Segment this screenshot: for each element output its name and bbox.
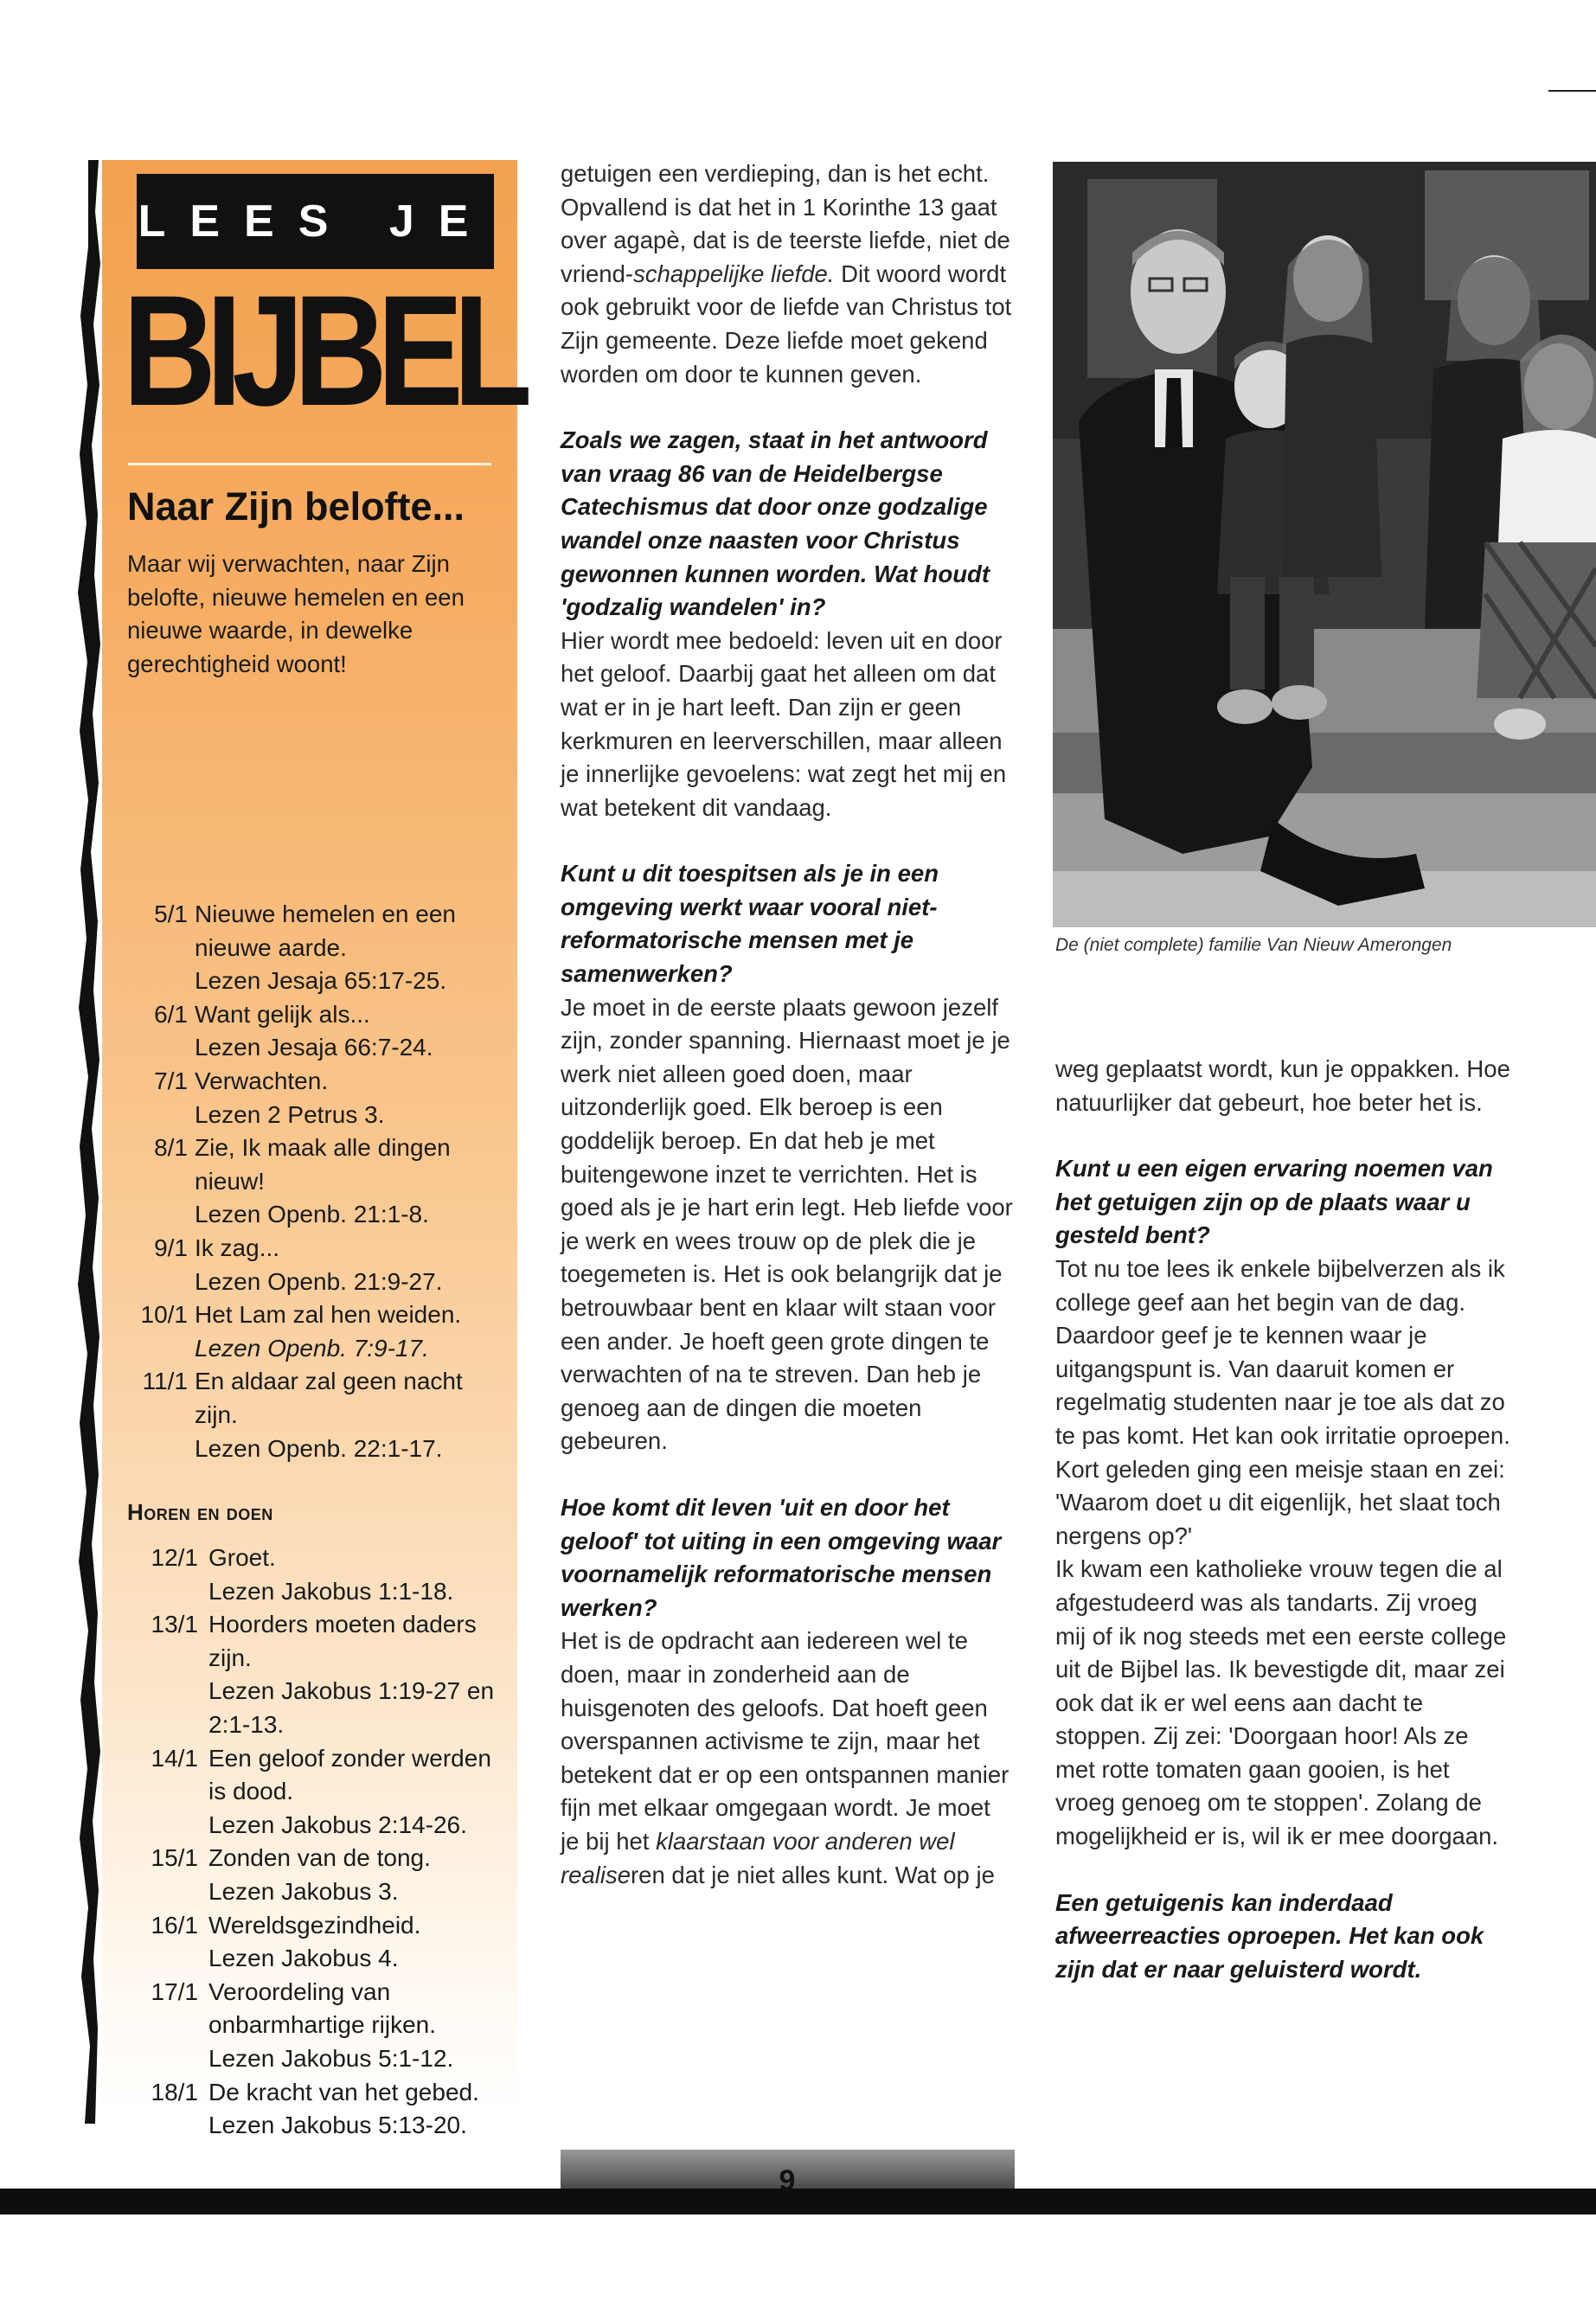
reading-entry [127, 998, 508, 1065]
article-column-right [1055, 1053, 1514, 1986]
text-run-italic: klaarstaan voor anderen wel realise [561, 1827, 955, 1888]
page-number: 9 [779, 2164, 796, 2197]
reading-title: En aldaar zal geen nacht zijn. [195, 1368, 463, 1428]
reading-date: 12/1 [151, 1544, 198, 1571]
reading-date: 11/1 [142, 1368, 188, 1395]
text-run: Het is de opdracht aan iedereen wel te doen, maar in zonderheid aan de huisgenoten des geloofs. Dat hoeft geen overspannen activisme te zijn, maar het betekent dat er op een ontspannen manier fijn met elkaar omgegaan wordt. Je moet je bij het [561, 1627, 1010, 1855]
text-run: ren dat je niet alles kunt. Wat op je [631, 1861, 995, 1888]
reading-reference: Lezen Openb. 7:9-17. [195, 1334, 429, 1362]
reading-title: Nieuwe hemelen en een nieuwe aarde. [195, 901, 456, 961]
bijbel-title: BIJBEL [123, 262, 522, 439]
bible-reading-sidebar [102, 160, 522, 2139]
interview-answer: Tot nu toe lees ik enkele bijbelverzen als ik college geef aan het begin van de dag. Daardoor geef je te kennen waar je uitgangspunt is. Van daaruit komen er regelmatig studenten naar je toe als dat zo te pas komt. Het kan ook irritatie oproepen. Kort geleden ging een meisje staan en zei: 'Waarom doet u dit eigenlijk, het slaat toch nergens op?' [1055, 1254, 1510, 1549]
reading-date: 15/1 [151, 1844, 198, 1872]
reading-title: Zonden van de tong. [208, 1844, 431, 1872]
reading-list [127, 1541, 508, 2143]
interview-question: Zoals we zagen, staat in het antwoord van vraag 86 van de Heidelbergse Catechismus dat door onze godzalige wandel onze naasten voor Christus gewonnen kunnen worden. Wat houdt 'godzalig wandelen' in? [561, 426, 990, 621]
reading-title: Verwachten. [195, 1067, 329, 1094]
reading-title: Het Lam zal hen weiden. [195, 1301, 462, 1329]
reading-entry [127, 1298, 508, 1365]
reading-entry [127, 898, 508, 998]
reading-reference: Lezen Jakobus 5:13-20. [208, 2112, 467, 2139]
reading-date: 7/1 [154, 1067, 188, 1094]
reading-entry [127, 1842, 508, 1908]
reading-entry [127, 1909, 508, 1976]
reading-entry [127, 1065, 508, 1131]
ragged-edge-decoration [69, 160, 104, 2124]
reading-date: 18/1 [151, 2078, 198, 2106]
reading-date: 10/1 [140, 1301, 188, 1329]
reading-entry [127, 1976, 508, 2076]
interview-question: Kunt u dit toespitsen als je in een omgeving werkt waar vooral niet-reformatorische mensen met je samenwerken? [561, 860, 939, 988]
reading-reference: Lezen Jakobus 4. [208, 1945, 399, 1972]
reading-date: 14/1 [151, 1744, 198, 1772]
paragraph [561, 157, 1015, 391]
reading-date: 8/1 [154, 1134, 188, 1162]
reading-entry [127, 1131, 508, 1232]
reading-entry [127, 1541, 508, 1608]
section-heading: Naar Zijn belofte... [127, 484, 465, 529]
reading-date: 13/1 [151, 1611, 198, 1638]
reading-entry [127, 1742, 508, 1843]
reading-reference: Lezen Openb. 22:1-17. [195, 1434, 443, 1462]
reading-title: Ik zag... [195, 1234, 280, 1261]
reading-reference: Lezen Jakobus 1:1-18. [208, 1577, 454, 1605]
reading-reference: Lezen Jakobus 3. [208, 1877, 399, 1905]
reading-list [127, 898, 508, 1465]
reading-entry [127, 1232, 508, 1298]
text-run: Dit woord wordt ook gebruikt voor de liefde van Christus tot Zijn gemeente. Deze liefde moet gekend worden om door te kunnen geven. [561, 260, 1012, 388]
text-run: getuigen een verdieping, dan is het echt. Opvallend is dat het in 1 Korinthe 13 gaat over agapè, dat is de teerste liefde, niet de vriend- [561, 160, 1010, 287]
title-divider [128, 463, 491, 465]
reading-reference: Lezen Openb. 21:1-8. [195, 1201, 429, 1228]
reading-reference: Lezen Jakobus 1:19-27 en 2:1-13. [208, 1677, 495, 1738]
reading-reference: Lezen 2 Petrus 3. [195, 1100, 385, 1128]
interview-answer: Je moet in de eerste plaats gewoon jezelf zijn, zonder spanning. Hiernaast moet je je werk niet alleen goed doen, maar uitzonderlijk goed. Elk beroep is een goddelijk beroep. En dat heb je met buitengewone inzet te verrichten. Het is goed als je je hart erin legt. Heb liefde voor je werk en wees trouw op de plek die je toegemeten is. Het is ook belangrijk dat je betrouwbaar bent en klaar wilt staan voor een ander. Je hoeft geen grote dingen te verwachten of na te streven. Dan heb je genoeg aan de dingen die moeten gebeuren. [561, 993, 1013, 1455]
reading-date: 9/1 [154, 1234, 188, 1261]
reading-title: Zie, Ik maak alle dingen nieuw! [195, 1134, 451, 1195]
interview-answer: Ik kwam een katholieke vrouw tegen die al afgestudeerd was als tandarts. Zij vroeg mij of ik nog steeds met een eerste college uit de Bijbel las. Ik bevestigde dit, maar zei ook dat ik er wel eens aan dacht te stoppen. Zij zei: 'Doorgaan hoor! Als ze met rotte tomaten gaan gooien, is het vroeg genoeg om te stoppen'. Zolang de mogelijkheid er is, wil ik er mee doorgaan. [1055, 1555, 1507, 1850]
reading-reference: Lezen Jesaja 66:7-24. [195, 1034, 433, 1061]
interview-question: Hoe komt dit leven 'uit en door het geloof' tot uiting in een omgeving waar voornamelijk reformatorische mensen werken? [561, 1493, 1002, 1621]
text-run-italic: schappelijke liefde. [633, 260, 835, 287]
reading-reference: Lezen Openb. 21:9-27. [195, 1267, 443, 1295]
reading-entry [127, 1365, 508, 1465]
page-edge-line [1548, 90, 1596, 92]
reading-title: Een geloof zonder werden is dood. [208, 1744, 491, 1805]
reading-reference: Lezen Jakobus 2:14-26. [208, 1811, 467, 1838]
photo-caption: De (niet complete) familie Van Nieuw Amerongen [1055, 935, 1452, 955]
reading-reference: Lezen Jakobus 5:1-12. [208, 2044, 454, 2072]
lees-je-label: LEES JE [137, 174, 494, 269]
interview-answer [561, 1625, 1015, 1892]
reading-title: Veroordeling van onbarmhartige rijken. [208, 1977, 437, 2039]
reading-date: 5/1 [154, 901, 188, 927]
reading-entry [127, 1608, 508, 1741]
interview-question: Een getuigenis kan inderdaad afweerreacties oproepen. Het kan ook zijn dat er naar geluisterd wordt. [1055, 1888, 1484, 1983]
reading-reference: Lezen Jesaja 65:17-25. [195, 967, 447, 995]
family-photo [1053, 162, 1596, 927]
reading-title: Hoorders moeten daders zijn. [208, 1611, 477, 1671]
interview-answer: Hier wordt mee bedoeld: leven uit en door het geloof. Daarbij gaat het alleen om dat wat er in je hart leeft. Dan zijn er geen kerkmuren en leerverschillen, maar alleen je innerlijke gevoelens: wat zegt het mij en wat betekent dit vandaag. [561, 626, 1007, 821]
intro-quote: Maar wij verwachten, naar Zijn belofte, nieuwe hemelen en een nieuwe waarde, in dewelke gerechtigheid woont! [127, 550, 465, 677]
sub-heading-horen-en-doen: Horen en doen [127, 1499, 273, 1525]
reading-title: Wereldsgezindheid. [208, 1911, 421, 1939]
reading-date: 17/1 [151, 1977, 198, 2005]
reading-title: Want gelijk als... [195, 1000, 370, 1028]
interview-question: Kunt u een eigen ervaring noemen van het getuigen zijn op de plaats waar u gesteld bent? [1055, 1155, 1493, 1249]
paragraph: weg geplaatst wordt, kun je oppakken. Hoe natuurlijker dat gebeurt, hoe beter het is. [1055, 1055, 1510, 1116]
reading-date: 6/1 [154, 1000, 188, 1028]
article-column-middle [561, 157, 1015, 1892]
reading-title: De kracht van het gebed. [208, 2078, 479, 2106]
reading-entry [127, 2076, 508, 2143]
reading-date: 16/1 [151, 1911, 198, 1939]
reading-title: Groet. [208, 1544, 276, 1571]
